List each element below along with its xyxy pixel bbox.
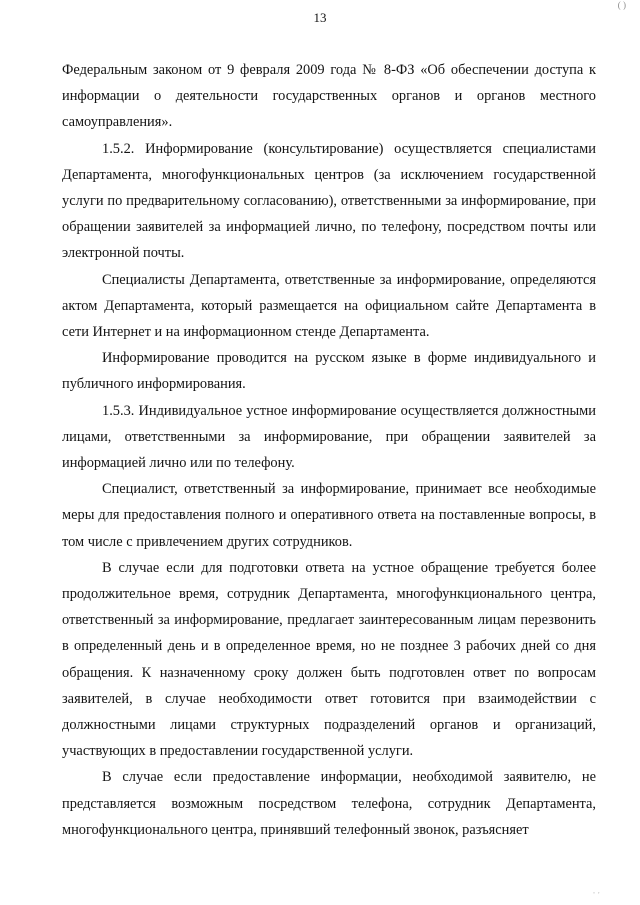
paragraph-1-5-3: 1.5.3. Индивидуальное устное информирование осуществляется должностными лицами, ответственными за информирование, при обращении заявителей за информацией лично или по телефону. bbox=[62, 402, 596, 472]
paragraph-telephone: В случае если предоставление информации, необходимой заявителю, не представляется возможным посредством телефона, сотрудник Департамента, многофункционального центра, принявший телефонный звонок, разъясняет bbox=[62, 769, 596, 838]
paragraph-language: Информирование проводится на русском языке в форме индивидуального и публичного информирования. bbox=[62, 350, 596, 393]
paragraph-callback: В случае если для подготовки ответа на устное обращение требуется более продолжительное время, сотрудник Департамента, многофункционального центра, ответственный за информирование, предлагает заинтересованным лицам перезвонить в определенный день и в определенное время, но не позднее 3 рабочих дней со дня обращения. К назначенному сроку должен быть подготовлен ответ по вопросам заявителей, в случае необходимости ответ готовится при взаимодействии с должностными лицами структурных подразделений органов и организаций, участвующих в предоставлении государственной услуги. bbox=[62, 559, 596, 760]
paragraph-specialists: Специалисты Департамента, ответственные за информирование, определяются актом Департамента, который размещается на официальном сайте Департамента в сети Интернет и на информационном стенде Департамента. bbox=[62, 271, 596, 341]
paragraph-specialist-measures: Специалист, ответственный за информирование, принимает все необходимые меры для предоставления полного и оперативного ответа на поставленные вопросы, в том числе с привлечением других сотрудников. bbox=[62, 481, 596, 550]
document-body bbox=[62, 57, 596, 843]
paragraph-law-reference: Федеральным законом от 9 февраля 2009 года № 8-ФЗ «Об обеспечении доступа к информации о деятельности государственных органов и органов местного самоуправления». bbox=[62, 62, 596, 131]
corner-mark-top: ( ) bbox=[617, 0, 626, 10]
corner-mark-bottom: ˑ ˑ bbox=[592, 889, 600, 899]
page-number: 13 bbox=[313, 10, 327, 25]
paragraph-1-5-2: 1.5.2. Информирование (консультирование) осуществляется специалистами Департамента, многофункциональных центров (за исключением государственной услуги по предварительному согласованию), ответственными за информирование, при обращении заявителей за информацией лично, по телефону, посредством почты или электронной почты. bbox=[62, 140, 596, 262]
